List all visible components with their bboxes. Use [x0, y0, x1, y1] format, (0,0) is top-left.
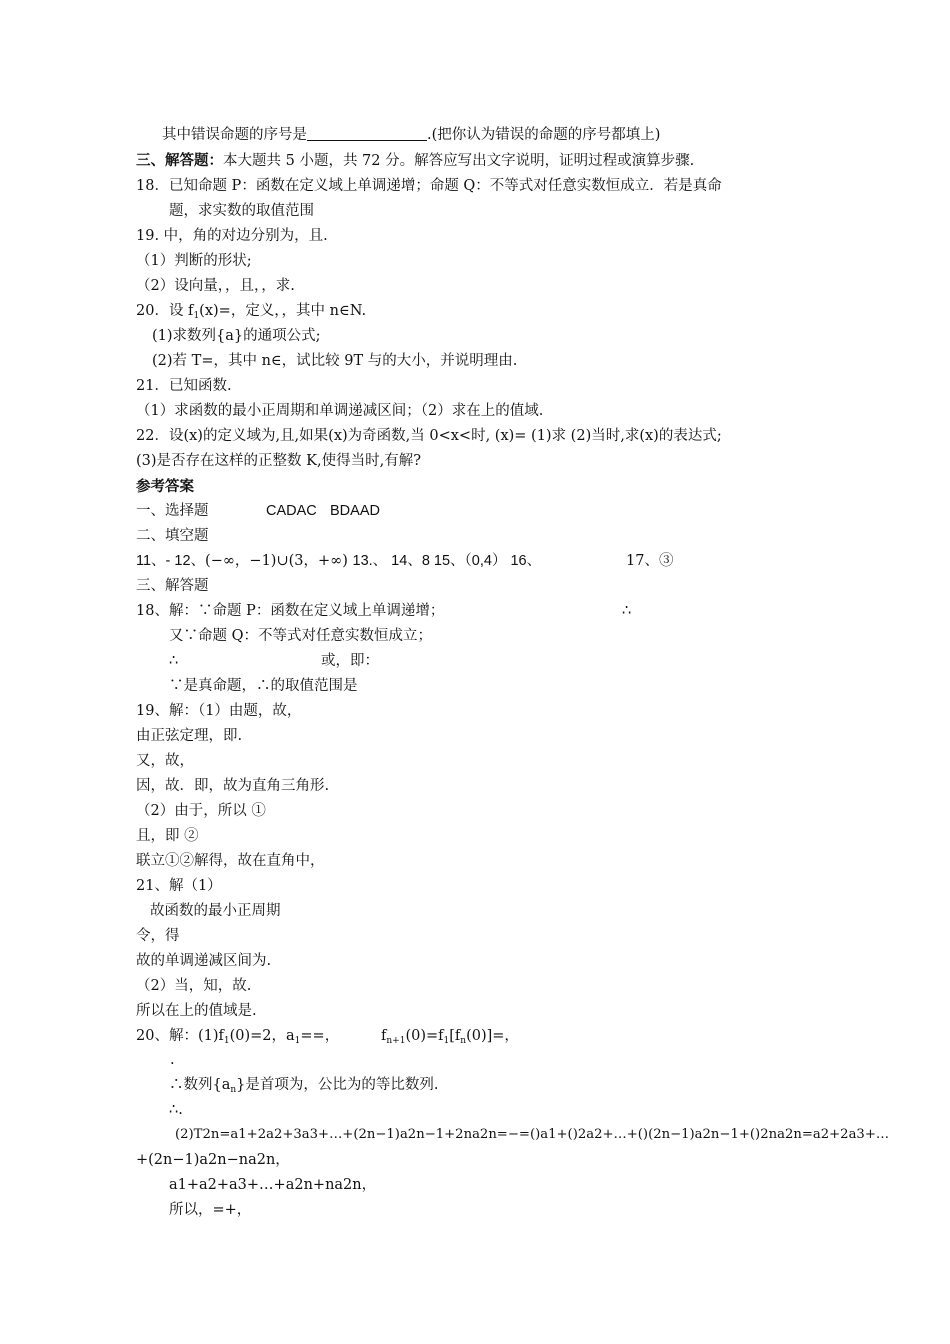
text-line: 故的单调递减区间为. — [136, 953, 272, 969]
text-line: 令，得 — [136, 928, 180, 944]
text-span: (0)=2，a — [229, 1028, 295, 1044]
text-line: (1)求数列{a}的通项公式; — [152, 328, 321, 344]
text-span: (x)=，定义，，其中 n∈N. — [199, 303, 367, 319]
text-line: ∴. — [169, 1102, 183, 1118]
text-span: 11、- 12、 — [136, 553, 206, 569]
text-line: 三、解答题 — [136, 578, 209, 594]
text-line: . — [170, 1052, 175, 1068]
text-span: }是首项为，公比为的等比数列. — [236, 1077, 439, 1093]
text-span: .(把你认为错误的命题的序号都填上) — [427, 127, 661, 143]
problem-22: 22．设(x)的定义域为,且,如果(x)为奇函数,当 0<x<时, (x)= (1)求 (2)当时,求(x)的表达式; — [136, 428, 722, 444]
text-line: 由正弦定理，即. — [136, 728, 243, 744]
subscript: n — [230, 1085, 237, 1095]
problem-21: 21．已知函数. — [136, 378, 232, 394]
text-line: (2)T2n=a1+2a2+3a3+…+(2n−1)a2n−1+2na2n=−=()a1+()2a2+…+()(2n−1)a2n−1+()2na2n=a2+2a3+… — [175, 1127, 890, 1142]
text-line — [169, 1075, 439, 1100]
text-span: 一、选择题 — [136, 503, 209, 519]
problem-20 — [136, 301, 366, 326]
solution-19: 19、解：（1）由题，故， — [136, 703, 302, 719]
text-line: 所以在上的值域是. — [136, 1003, 257, 1019]
subscript: 1 — [223, 1036, 230, 1046]
text-line: (2)若 T=，其中 n∈，试比较 9T 与的大小，并说明理由. — [152, 353, 518, 369]
text-line — [136, 501, 380, 521]
text-line — [162, 125, 660, 145]
text-line: ∵是真命题，∴的取值范围是 — [169, 678, 358, 694]
text-line: 联立①②解得，故在直角中， — [136, 853, 325, 869]
text-span: (0)=f — [405, 1028, 444, 1044]
choice-answers-1: CADAC — [266, 503, 317, 519]
text-span: (−∞，−1)∪(3，+∞) — [205, 553, 348, 569]
text-span: (0)]=， — [466, 1028, 519, 1044]
text-span: 20．设 f — [136, 303, 194, 319]
text-line: 因，故．即，故为直角三角形. — [136, 778, 330, 794]
text-line: 又，故， — [136, 753, 194, 769]
section-heading-line — [136, 151, 694, 171]
text-span: 13.、 14、8 15、（0,4） 16、 — [352, 553, 542, 569]
text-span: 其中错误命题的序号是 — [162, 127, 307, 143]
subscript: n+1 — [386, 1036, 406, 1046]
text-line: a1+a2+a3+…+a2n+na2n， — [169, 1177, 377, 1193]
text-span: ∴ — [169, 653, 179, 669]
solution-18 — [136, 601, 632, 621]
text-line: 且，即 ② — [136, 828, 199, 844]
text-span: 本大题共 5 小题，共 72 分。解答应写出文字说明，证明过程或演算步骤. — [223, 153, 695, 169]
subscript: n — [460, 1036, 467, 1046]
text-span: ==， — [300, 1028, 340, 1044]
text-line — [169, 651, 379, 671]
text-line: （2）由于，所以 ① — [136, 803, 266, 819]
text-line: (3)是否存在这样的正整数 K,使得当时,有解? — [136, 453, 421, 469]
solution-20 — [136, 1026, 519, 1051]
text-line: 又∵命题 Q：不等式对任意实数恒成立； — [169, 628, 432, 644]
subscript: 1 — [443, 1036, 450, 1046]
text-span: 或，即： — [321, 653, 379, 669]
problem-18: 18．已知命题 P：函数在定义域上单调递增；命题 Q：不等式对任意实数恒成立．若是真命 — [136, 178, 722, 194]
subscript: 1 — [294, 1036, 301, 1046]
answer-heading: 参考答案 — [136, 478, 194, 495]
fill-answers-line — [136, 551, 674, 571]
text-span: f — [381, 1028, 387, 1044]
subscript: 1 — [193, 311, 200, 321]
section-heading: 三、解答题： — [136, 152, 223, 169]
choice-answers-2: BDAAD — [330, 503, 380, 519]
text-group — [381, 1026, 519, 1051]
text-line: 二、填空题 — [136, 528, 209, 544]
text-line: 故函数的最小正周期 — [150, 903, 281, 919]
text-line: （1）判断的形状; — [136, 253, 252, 269]
text-span: 18、解：∵命题 P：函数在定义域上单调递增； — [136, 603, 445, 619]
answer-blank — [307, 126, 427, 141]
text-span: ∴ — [622, 603, 632, 619]
solution-21: 21、解（1） — [136, 878, 222, 894]
text-line: （2）当，知，故. — [136, 978, 252, 994]
text-span: 20、解：(1)f — [136, 1028, 224, 1044]
text-span: [f — [449, 1028, 461, 1044]
text-line: 所以，=+， — [169, 1202, 252, 1218]
problem-19: 19. 中，角的对边分别为，且. — [136, 228, 328, 244]
text-span: 17、③ — [626, 553, 674, 569]
text-line: 题，求实数的取值范围 — [169, 203, 314, 219]
text-line: （2）设向量，，且，，求. — [136, 278, 295, 294]
text-span: ∴数列{a — [169, 1077, 231, 1093]
text-line: （1）求函数的最小正周期和单调递减区间；（2）求在上的值域. — [136, 403, 544, 419]
text-line: +(2n−1)a2n−na2n， — [136, 1152, 290, 1168]
